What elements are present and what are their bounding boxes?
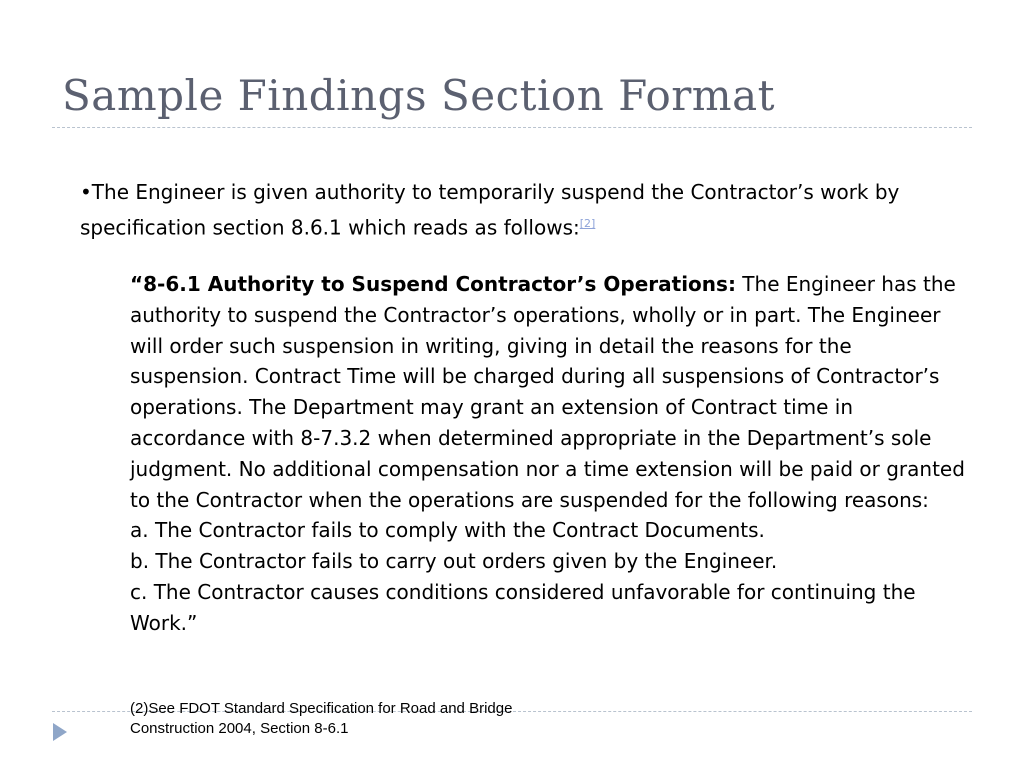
footnote-line: Construction 2004, Section 8-6.1	[130, 720, 349, 737]
bullet-intro-text: •The Engineer is given authority to temporarily suspend the Contractor’s work by specification section 8.6.1 which reads as follows:	[80, 180, 900, 240]
footnote	[130, 699, 610, 739]
specification-quote	[130, 269, 968, 639]
title-divider	[52, 127, 972, 128]
quote-heading: “8-6.1 Authority to Suspend Contractor’s Operations:	[130, 272, 736, 296]
quote-body: The Engineer has the authority to suspend the Contractor’s operations, wholly or in part. The Engineer will order such suspension in writing, giving in detail the reasons for the suspension. Contract Time will be charged during all suspensions of Contractor’s operations. The Department may grant an extension of Contract time in accordance with 8-7.3.2 when determined appropriate in the Department’s sole judgment. No additional compensation nor a time extension will be paid or granted to the Contractor when the operations are suspended for the following reasons:	[130, 272, 965, 512]
quote-item-b: b. The Contractor fails to carry out orders given by the Engineer.	[130, 549, 778, 574]
quote-item-a: a. The Contractor fails to comply with the Contract Documents.	[130, 518, 765, 543]
reference-link[interactable]: [2]	[579, 217, 596, 230]
quote-paragraph	[130, 269, 968, 515]
bullet-intro	[80, 177, 960, 244]
footnote-line: (2)See FDOT Standard Specification for Road and Bridge	[130, 700, 513, 717]
slide-body	[80, 177, 960, 244]
slide-title: Sample Findings Section Format	[62, 71, 776, 120]
play-triangle-icon[interactable]	[52, 722, 68, 742]
quote-item-c: c. The Contractor causes conditions considered unfavorable for continuing the Work.”	[130, 579, 916, 635]
